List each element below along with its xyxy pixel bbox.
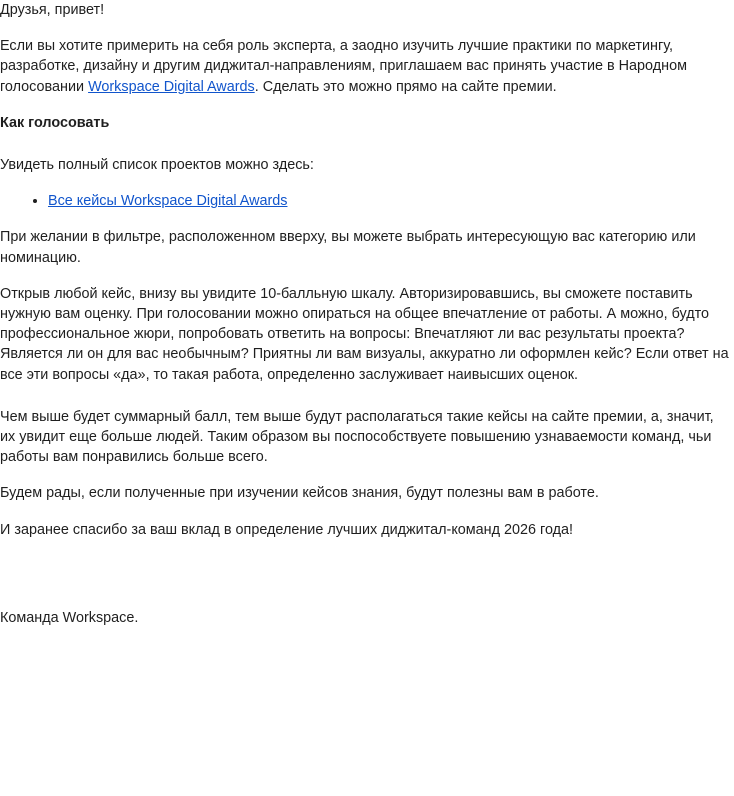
score-paragraph: Чем выше будет суммарный балл, тем выше будут располагаться такие кейсы на сайте премии, а, значит, их увидит еще больше людей. Таким образом вы поспособствуете повышению узнаваемости команд, чьи работы вам понравились больше всего. <box>0 408 714 466</box>
intro-text-end: . Сделать это можно прямо на сайте премии. <box>254 78 557 95</box>
spacer <box>0 556 730 608</box>
scale-paragraph: Открыв любой кейс, внизу вы увидите 10-балльную шкалу. Авторизировавшись, вы сможете поставить нужную вам оценку. При голосовании можно опираться на общее впечатление от работы. А можно, будто профессиональное жюри, попробовать ответить на вопросы: Впечатляют ли вас результаты проекта? Является ли он для вас необычным? Приятны ли вам визуалы, аккуратно ли оформлен кейс? Если ответ на все эти вопросы «да», то такая работа, определенно заслуживает наивысших оценок. <box>0 285 729 383</box>
awards-link[interactable]: Workspace Digital Awards <box>88 78 255 95</box>
useful-paragraph: Будем рады, если полученные при изучении кейсов знания, будут полезны вам в работе. <box>0 485 599 502</box>
thanks-paragraph: И заранее спасибо за ваш вклад в определение лучших диджитал-команд 2026 года! <box>0 521 574 538</box>
list-intro: Увидеть полный список проектов можно здесь: <box>0 157 314 174</box>
list-item <box>48 191 730 211</box>
filter-paragraph: При желании в фильтре, расположенном вверху, вы можете выбрать интересующую вас категорию или номинацию. <box>0 229 696 266</box>
links-list <box>0 191 730 211</box>
how-to-vote-heading: Как голосовать <box>0 114 110 131</box>
intro-paragraph <box>0 36 730 97</box>
greeting: Друзья, привет! <box>0 2 105 18</box>
intro-text: Если вы хотите примерить на себя роль эксперта, а заодно изучить лучшие практики по маркетингу, разработке, дизайну и другим диджитал-направлениям, приглашаем вас принять участие в Народном голосовании <box>0 38 687 95</box>
all-cases-link[interactable]: Все кейсы Workspace Digital Awards <box>48 193 288 210</box>
signature: Команда Workspace. <box>0 609 139 626</box>
